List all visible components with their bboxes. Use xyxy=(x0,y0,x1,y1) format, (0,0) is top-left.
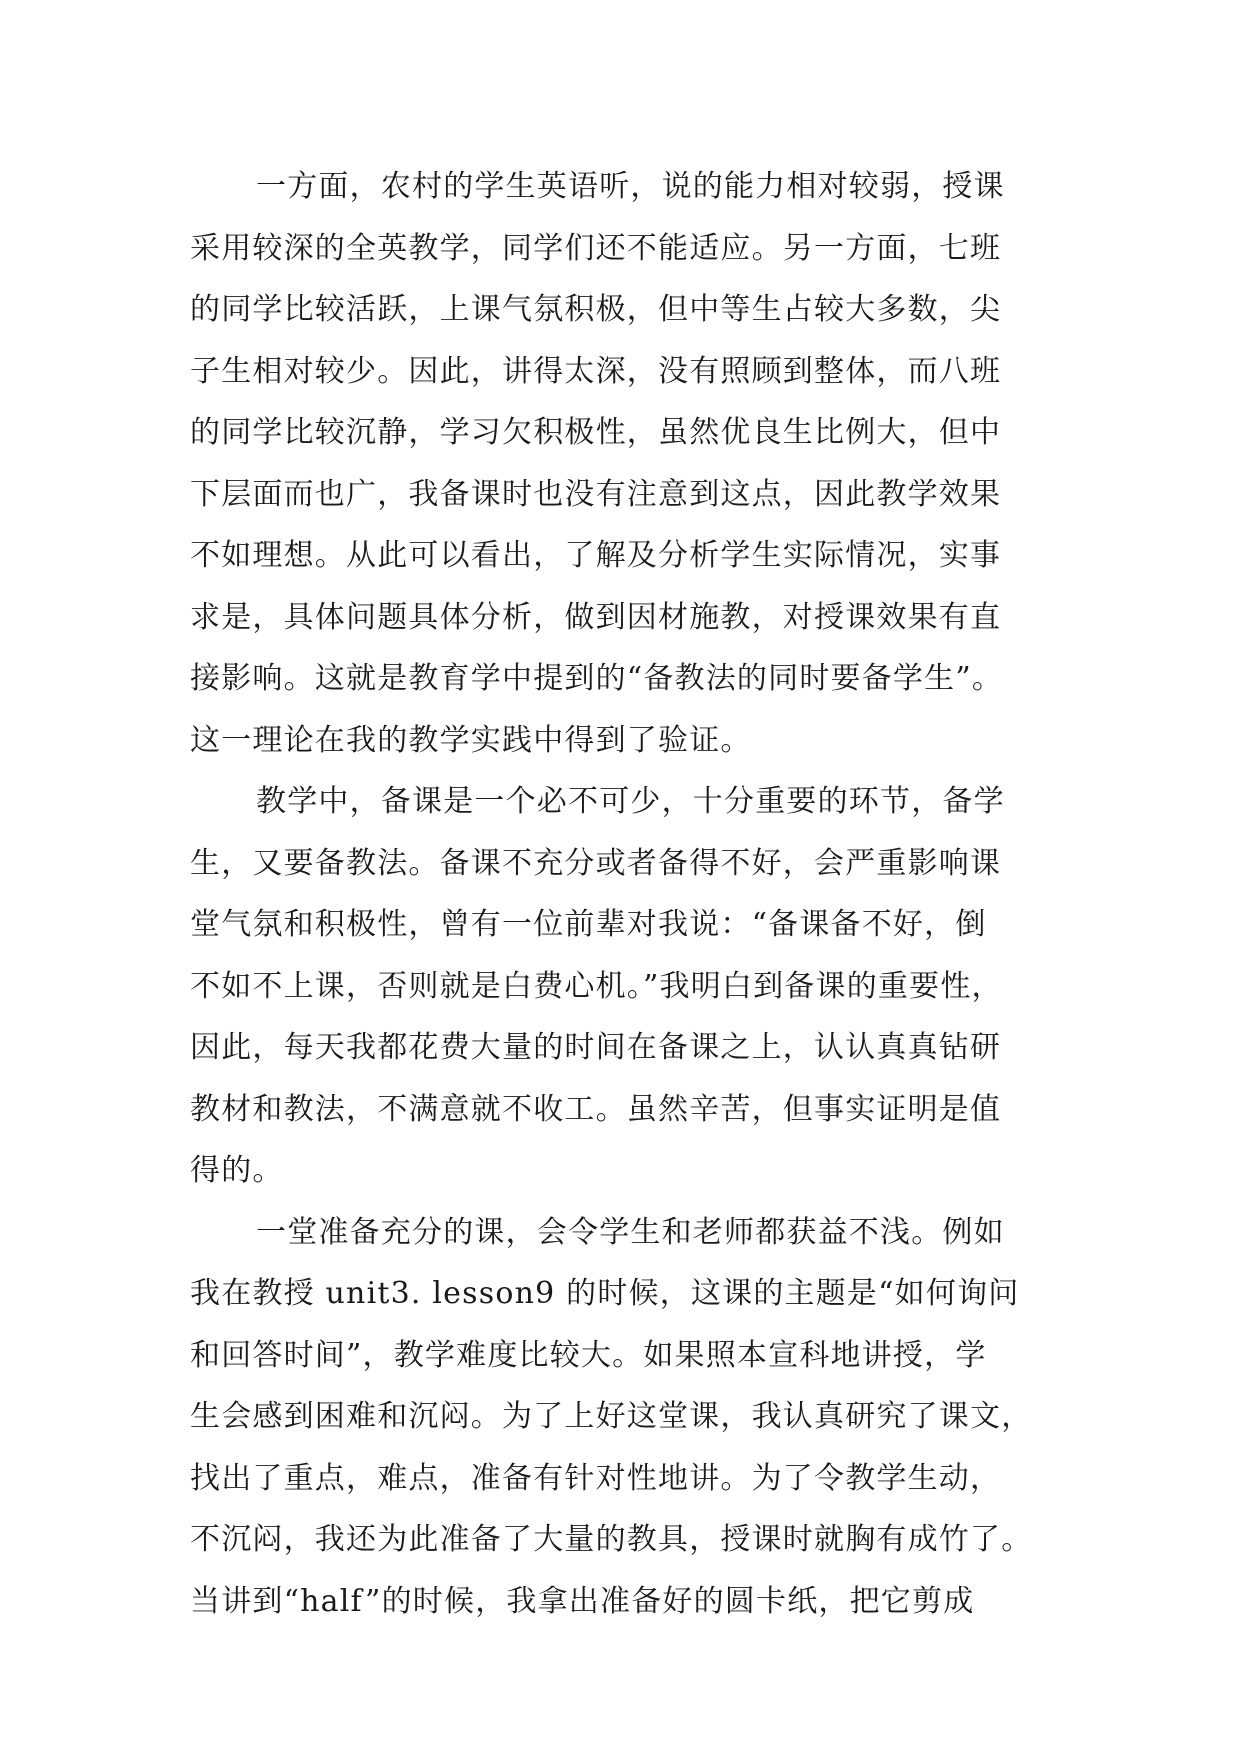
text-line: 生会感到困难和沉闷。为了上好这堂课，我认真研究了课文， xyxy=(190,1399,1033,1434)
text-line: 一方面，农村的学生英语听，说的能力相对较弱，授课 xyxy=(256,169,1005,204)
text-line: 下层面而也广，我备课时也没有注意到这点，因此教学效果 xyxy=(190,476,1002,512)
text-line: 的同学比较活跃，上课气氛积极，但中等生占较大多数，尖 xyxy=(190,292,1002,327)
paragraph-2 xyxy=(190,771,1070,1202)
text-line: 一堂准备充分的课，会令学生和老师都获益不浅。例如 xyxy=(256,1214,1005,1250)
text-line: 求是，具体问题具体分析，做到因材施教，对授课效果有直 xyxy=(190,599,1002,635)
body-text xyxy=(190,156,1070,1632)
text-line: 我在教授 unit3. lesson9 的时候，这课的主题是“如何询问 xyxy=(190,1276,1020,1311)
text-line: 子生相对较少。因此，讲得太深，没有照顾到整体，而八班 xyxy=(190,353,1002,389)
text-line: 的同学比较沉静，学习欠积极性，虽然优良生比例大，但中 xyxy=(190,415,1002,450)
paragraph-1 xyxy=(190,156,1070,771)
text-line: 和回答时间”，教学难度比较大。如果照本宣科地讲授，学 xyxy=(190,1337,987,1373)
text-line: 生，又要备教法。备课不充分或者备得不好，会严重影响课 xyxy=(190,845,1002,881)
text-line: 不如理想。从此可以看出，了解及分析学生实际情况，实事 xyxy=(190,538,1002,573)
paragraph-3 xyxy=(190,1202,1070,1633)
text-line: 教学中，备课是一个必不可少，十分重要的环节，备学 xyxy=(256,784,1005,819)
text-line: 得的。 xyxy=(190,1153,284,1188)
text-line: 教材和教法，不满意就不收工。虽然辛苦，但事实证明是值 xyxy=(190,1091,1002,1127)
text-line: 不沉闷，我还为此准备了大量的教具，授课时就胸有成竹了。 xyxy=(190,1522,1033,1557)
text-line: 接影响。这就是教育学中提到的“备教法的同时要备学生”。 xyxy=(190,661,1004,696)
text-line: 找出了重点，难点，准备有针对性地讲。为了令教学生动， xyxy=(190,1460,1002,1496)
text-line: 这一理论在我的教学实践中得到了验证。 xyxy=(190,722,752,758)
text-line: 不如不上课，否则就是白费心机。”我明白到备课的重要性， xyxy=(190,968,1003,1004)
text-line: 因此，每天我都花费大量的时间在备课之上，认认真真钻研 xyxy=(190,1030,1002,1065)
text-line: 堂气氛和积极性，曾有一位前辈对我说：“备课备不好，倒 xyxy=(190,907,987,942)
text-line: 采用较深的全英教学，同学们还不能适应。另一方面，七班 xyxy=(190,230,1002,266)
text-line: 当讲到“half”的时候，我拿出准备好的圆卡纸，把它剪成 xyxy=(190,1583,975,1619)
